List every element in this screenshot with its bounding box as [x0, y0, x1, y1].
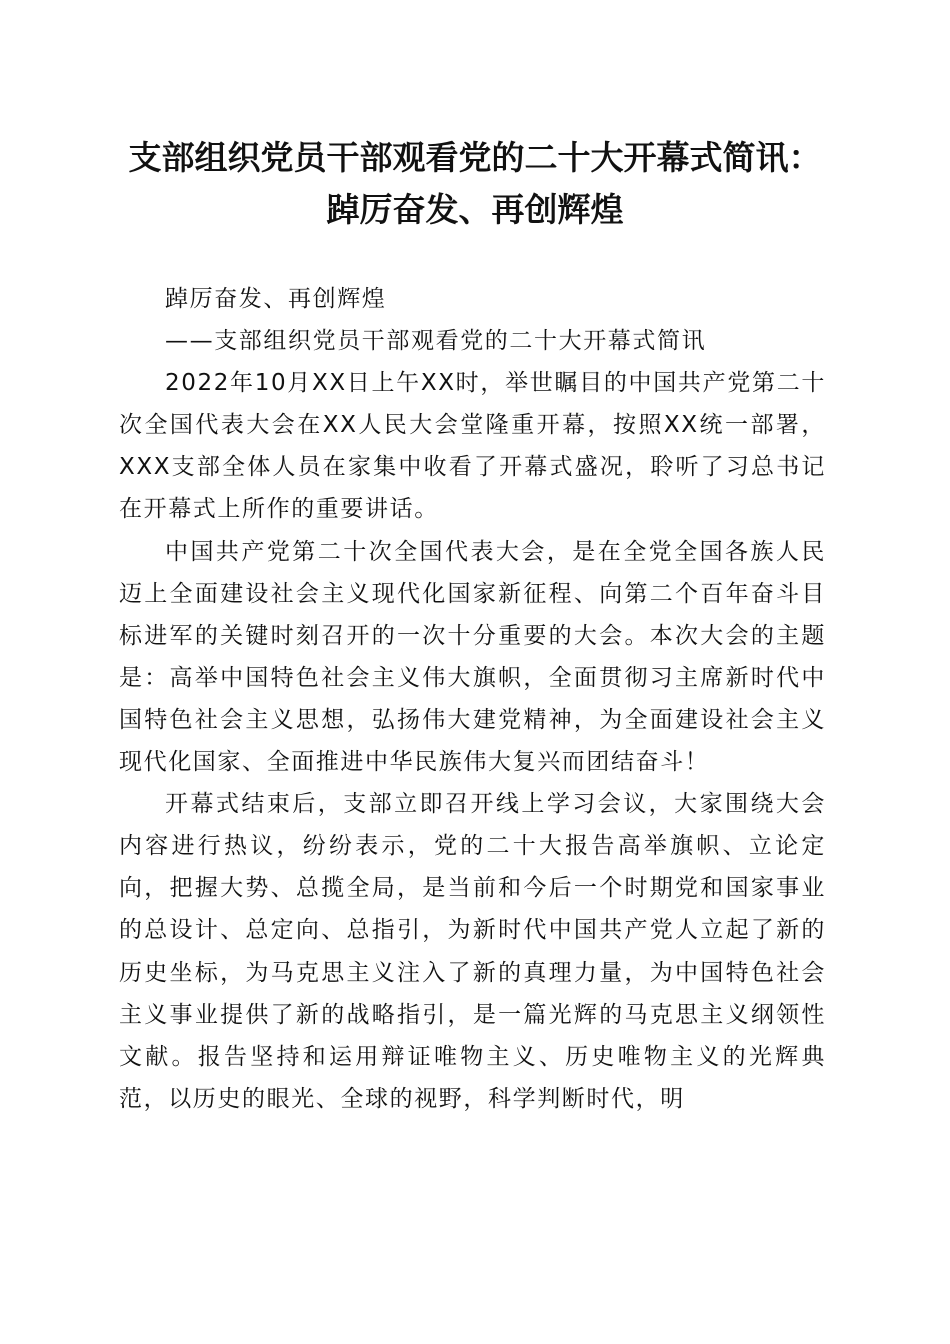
byline: ——支部组织党员干部观看党的二十大开幕式简讯: [165, 328, 707, 355]
title-line-1: 支部组织党员干部观看党的二十大开幕式简讯：: [128, 138, 822, 177]
paragraph-1: 2022年10月XX日上午XX时，举世瞩目的中国共产党第二十次全国代表大会在XX人民大会堂隆重开幕，按照XX统一部署，XXX支部全体人员在家集中收看了开幕式盛况，聆听了习总书记在开幕式上所作的重要讲话。: [119, 370, 826, 523]
subheading: 踔厉奋发、再创辉煌: [165, 286, 387, 312]
title-line-2: 踔厉奋发、再创辉煌: [326, 190, 624, 229]
paragraph-3: 开幕式结束后，支部立即召开线上学习会议，大家围绕大会内容进行热议，纷纷表示，党的二十大报告高举旗帜、立论定向，把握大势、总揽全局，是当前和今后一个时期党和国家事业的总设计、总定向、总指引，为新时代中国共产党人立起了新的历史坐标，为马克思主义注入了新的真理力量，为中国特色社会主义事业提供了新的战略指引，是一篇光辉的马克思主义纲领性文献。报告坚持和运用辩证唯物主义、历史唯物主义的光辉典范，以历史的眼光、全球的视野，科学判断时代，明: [119, 791, 826, 1112]
document-body: [119, 278, 826, 1120]
paragraph-2: 中国共产党第二十次全国代表大会，是在全党全国各族人民迈上全面建设社会主义现代化国家新征程、向第二个百年奋斗目标进军的关键时刻召开的一次十分重要的大会。本次大会的主题是：高举中国特色社会主义伟大旗帜，全面贯彻习主席新时代中国特色社会主义思想，弘扬伟大建党精神，为全面建设社会主义现代化国家、全面推进中华民族伟大复兴而团结奋斗！: [119, 538, 826, 776]
document-title: [100, 132, 850, 236]
